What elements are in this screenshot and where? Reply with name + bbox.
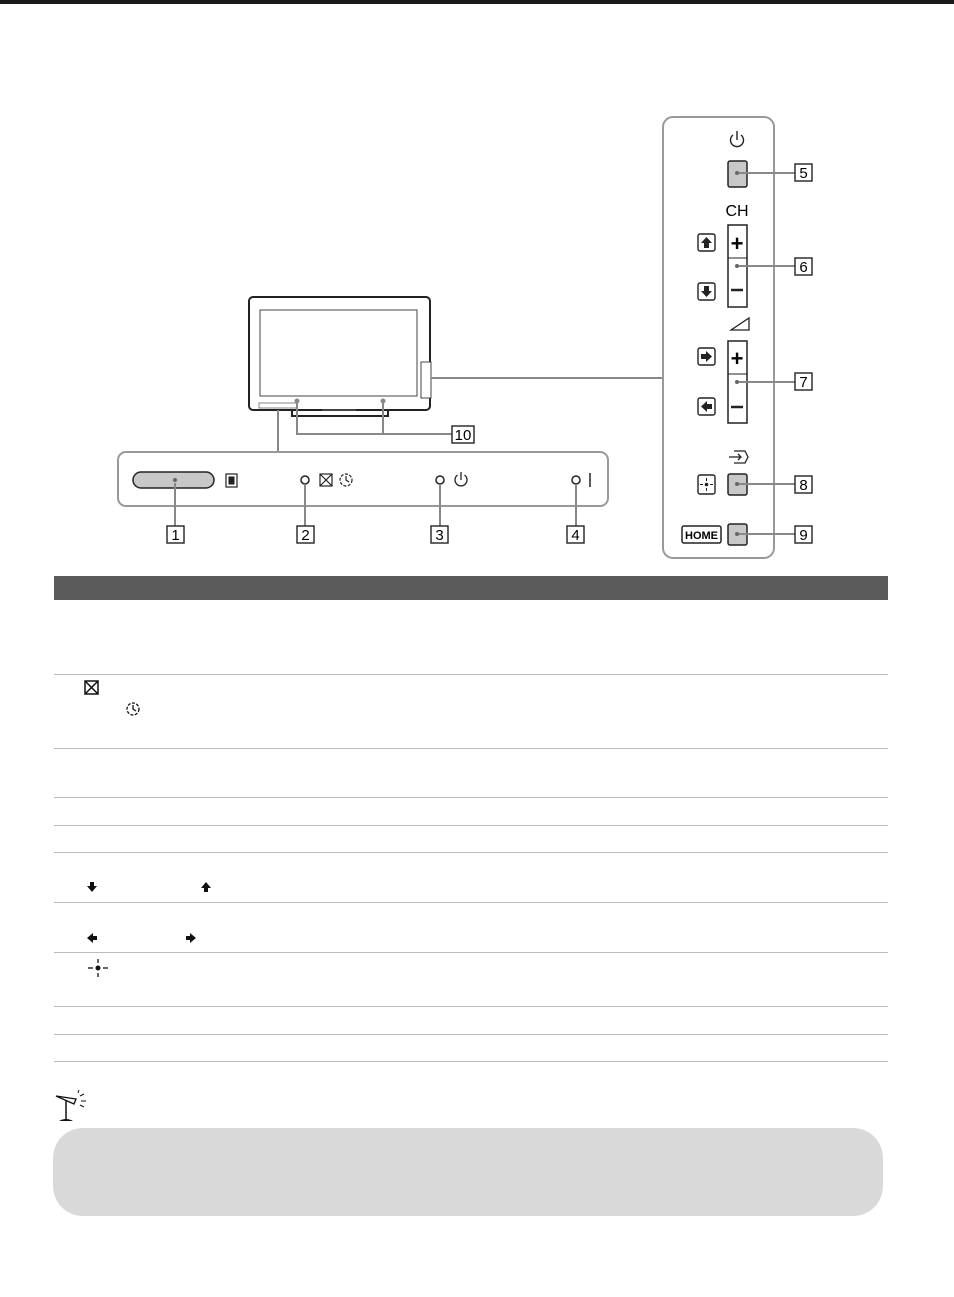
- svg-text:+: +: [730, 231, 744, 256]
- picture-off-icon: [84, 680, 100, 696]
- svg-text:HOME: HOME: [685, 530, 718, 542]
- arrow-right-icon: [185, 932, 197, 944]
- svg-text:5: 5: [799, 165, 808, 182]
- row-divider: [54, 674, 888, 675]
- side-panel-detail: [663, 117, 795, 558]
- arrow-right-icon: [698, 348, 715, 365]
- enter-icon: [86, 958, 110, 978]
- table-header-bar: [54, 576, 888, 600]
- svg-text:2: 2: [301, 527, 310, 544]
- callout-7: [795, 373, 812, 391]
- tv-illustration: [249, 297, 431, 416]
- arrow-down-icon: [698, 283, 715, 300]
- row-divider: [54, 1061, 888, 1062]
- svg-text:10: 10: [454, 427, 472, 444]
- arrow-up-icon: [200, 881, 212, 893]
- callout-9: [795, 526, 812, 544]
- tip-box: [53, 1128, 883, 1216]
- callout-10: [452, 426, 474, 444]
- callout-1: [167, 526, 184, 544]
- arrow-left-icon: [86, 932, 98, 944]
- svg-text:4: 4: [571, 527, 580, 544]
- row-divider: [54, 825, 888, 826]
- timer-icon: [125, 701, 141, 717]
- arrow-up-icon: [698, 234, 715, 251]
- row-divider: [54, 797, 888, 798]
- callout-6: [795, 258, 812, 276]
- row-divider: [54, 1034, 888, 1035]
- arrow-left-icon: [698, 398, 715, 415]
- row-divider: [54, 952, 888, 953]
- row-divider: [54, 1006, 888, 1007]
- svg-text:+: +: [730, 346, 744, 371]
- svg-text:6: 6: [799, 259, 808, 276]
- picture-off-icon: [320, 474, 332, 486]
- svg-text:CH: CH: [725, 203, 749, 220]
- svg-text:1: 1: [171, 527, 180, 544]
- callout-3: [431, 526, 448, 544]
- remote-sensor-icon: [226, 474, 237, 487]
- svg-text:9: 9: [799, 527, 808, 544]
- arrow-down-icon: [86, 881, 98, 893]
- tv-controls-diagram: [0, 0, 954, 570]
- svg-text:8: 8: [799, 477, 808, 494]
- svg-text:7: 7: [799, 374, 808, 391]
- callout-5: [795, 164, 812, 182]
- home-label: [682, 526, 721, 543]
- enter-icon: [698, 475, 715, 494]
- callout-2: [297, 526, 314, 544]
- row-divider: [54, 748, 888, 749]
- svg-text:3: 3: [435, 527, 444, 544]
- tip-lamp-icon: [54, 1090, 92, 1126]
- row-divider: [54, 852, 888, 853]
- front-panel-detail: [118, 452, 608, 526]
- row-divider: [54, 902, 888, 903]
- callout-4: [567, 526, 584, 544]
- callout-8: [795, 476, 812, 494]
